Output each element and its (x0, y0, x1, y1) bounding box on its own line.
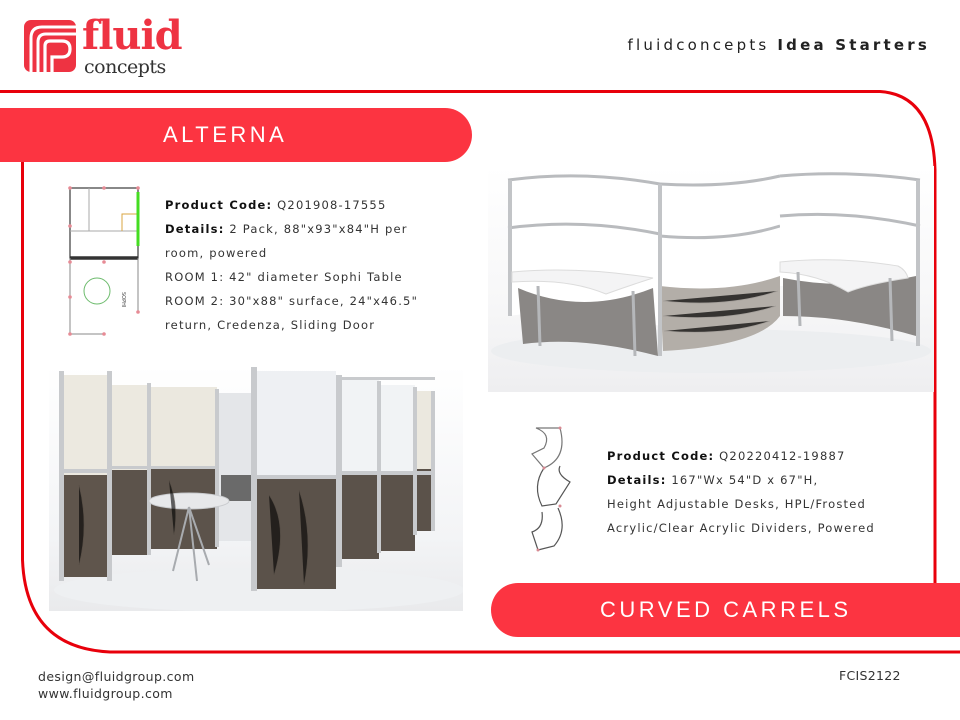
details-line: Acrylic/Clear Acrylic Dividers, Powered (607, 521, 875, 535)
details-line: room, powered (165, 246, 268, 260)
alterna-title: ALTERNA (163, 122, 288, 147)
product-code-value: Q20220412-19887 (719, 449, 846, 463)
curved-carrels-product-code-line (607, 444, 927, 468)
alterna-product-details (165, 193, 455, 337)
alterna-details-line (165, 217, 455, 241)
alterna-product-code-line (165, 193, 455, 217)
footer-email-link[interactable]: design@fluidgroup.com (38, 669, 195, 684)
curved-carrels-title-banner (491, 583, 960, 637)
product-code-label: Product Code: (165, 198, 273, 212)
curved-carrels-floor-plan (528, 424, 580, 564)
curved-carrels-photo (488, 166, 934, 392)
details-label: Details: (607, 473, 667, 487)
details-line: return, Credenza, Sliding Door (165, 318, 376, 332)
curved-carrels-product-details (607, 444, 927, 540)
footer-contact (38, 668, 195, 702)
details-line: Height Adjustable Desks, HPL/Frosted (607, 497, 867, 511)
fluid-f-logo-icon (24, 20, 76, 72)
product-code-value: Q201908-17555 (277, 198, 387, 212)
alterna-floor-plan (64, 184, 148, 338)
logo-wordmark-fluid: fluid (82, 12, 182, 59)
curved-carrels-title: CURVED CARRELS (600, 597, 852, 622)
tagline-brand: fluidconcepts (627, 36, 770, 54)
alterna-title-banner (0, 108, 472, 162)
tagline-title: Idea Starters (777, 36, 930, 54)
details-line: 2 Pack, 88"x93"x84"H per (229, 222, 408, 236)
header-tagline (628, 36, 930, 54)
footer-website-link[interactable]: www.fluidgroup.com (38, 686, 173, 701)
details-line: ROOM 2: 30"x88" surface, 24"x46.5" (165, 294, 419, 308)
details-label: Details: (165, 222, 225, 236)
footer-doc-code: FCIS2122 (839, 668, 901, 683)
logo-wordmark-concepts: concepts (84, 56, 166, 78)
product-code-label: Product Code: (607, 449, 715, 463)
plan-sophi-label: SOPHI (120, 292, 126, 308)
alterna-photo (49, 365, 463, 611)
fluid-concepts-logo (24, 12, 184, 78)
curved-carrels-details-line (607, 468, 927, 492)
details-line: 167"Wx 54"D x 67"H, (671, 473, 819, 487)
details-line: ROOM 1: 42" diameter Sophi Table (165, 270, 403, 284)
